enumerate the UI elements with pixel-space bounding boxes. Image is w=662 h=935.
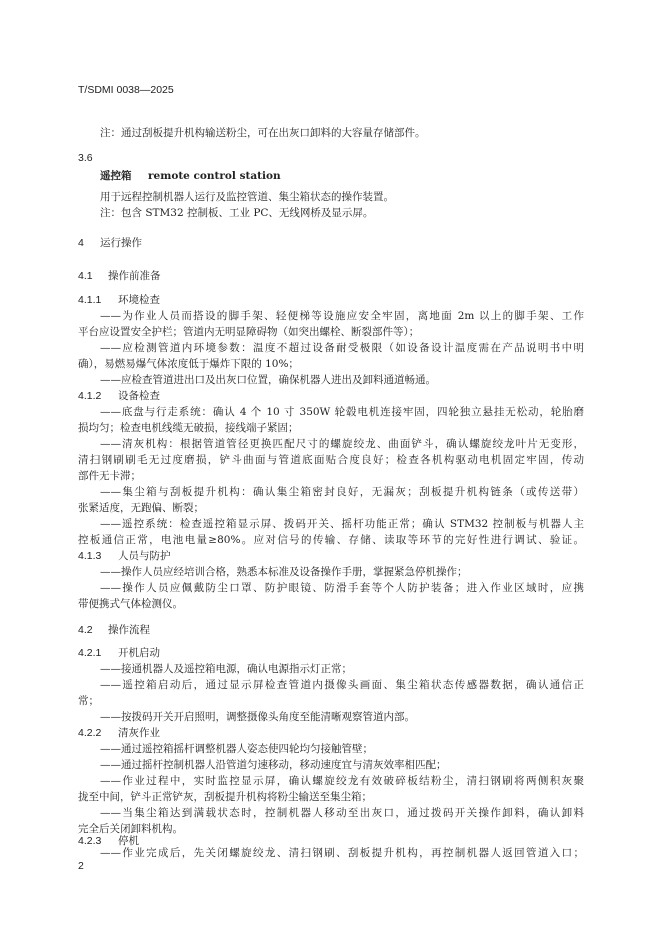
body-line: 确），易燃易爆气体浓度低于爆炸下限的 10%； [78,358,299,370]
section-number: 4 [78,237,84,249]
clause-title: 环境检查 [118,294,160,306]
subsection-number: 4.2 [78,624,93,636]
body-line: 常； [78,695,99,707]
body-line: 平台应设置安全护栏；管道内无明显障碍物（如突出螺栓、断裂部件等）； [78,326,420,338]
clause-number: 4.1.1 [78,294,102,306]
clause-number: 4.1.2 [78,390,102,402]
body-line: ——作业过程中，实时监控显示屏，确认螺旋绞龙有效破碎板结粉尘，清扫钢刷将两侧积灰聚 [100,775,584,787]
body-line: 完全后关闭卸料机构。 [78,823,183,835]
body-line: 带便携式气体检测仪。 [78,598,183,610]
clause-number: 4.2.1 [78,647,102,659]
body-line: ——应检测管道内环境参数：温度不超过设备耐受极限（如设备设计温度需在产品说明书中明 [100,342,584,354]
body-line: 张紧适度，无跑偏、断裂； [78,502,204,514]
body-line: ——底盘与行走系统：确认 4 个 10 寸 350W 轮毂电机连接牢固，四轮独立悬挂无松动，轮胎磨 [100,406,584,418]
body-line: ——按拨码开关开启照明，调整摄像头角度至能清晰观察管道内部。 [100,711,415,723]
page-number: 2 [78,860,84,872]
clause-title: 清灰作业 [118,727,160,739]
body-line: 拢至中间，铲斗正常铲灰，刮板提升机构将粉尘输送至集尘箱； [78,791,372,803]
body-line: 损均匀；检查电机线缆无破损，接线端子紧固； [78,422,299,434]
body-line: 控板通信正常，电池电量≥80%。应对信号的传输、存储、读取等环节的完好性进行调试、验证。 [78,534,584,546]
clause-title: 开机启动 [118,647,160,659]
subsection-title: 操作流程 [108,624,150,636]
clause-number: 3.6 [78,152,93,164]
body-line: ——通过摇杆控制机器人沿管道匀速移动，移动速度宜与清灰效率相匹配； [100,759,447,771]
body-line: ——为作业人员而搭设的脚手架、轻便梯等设施应安全牢固，离地面 2m 以上的脚手架、工作 [100,310,584,322]
body-line: ——遥控系统：检查遥控箱显示屏、拨码开关、摇杆功能正常；确认 STM32 控制板与机器人主 [100,518,584,530]
body-line: ——遥控箱启动后，通过显示屏检查管道内摄像头画面、集尘箱状态传感器数据，确认通信正 [100,679,584,691]
clause-number: 4.1.3 [78,550,102,562]
term-zh: 遥控箱 [100,170,132,182]
body-line: 清扫钢刷刷毛无过度磨损，铲斗曲面与管道底面贴合度良好；检查各机构驱动电机固定牢固，传动 [78,454,584,466]
clause-title: 停机 [118,835,139,847]
definition-text: 用于远程控制机器人运行及监控管道、集尘箱状态的操作装置。 [100,191,394,203]
term-en: remote control station [148,170,281,182]
clause-title: 人员与防护 [118,550,171,562]
body-line: ——应检查管道进出口及出灰口位置，确保机器人进出及卸料通道畅通。 [100,374,436,386]
body-line: ——当集尘箱达到满载状态时，控制机器人移动至出灰口，通过拨码开关操作卸料，确认卸料 [100,807,584,819]
clause-title: 设备检查 [118,390,160,402]
clause-number: 4.2.3 [78,835,102,847]
body-line: 部件无卡滞； [78,470,141,482]
body-line: ——操作人员应经培训合格，熟悉本标准及设备操作手册，掌握紧急停机操作； [100,566,468,578]
body-line: ——清灰机构：根据管道管径更换匹配尺寸的螺旋绞龙、曲面铲斗，确认螺旋绞龙叶片无变形， [100,438,584,450]
body-line: ——通过遥控箱摇杆调整机器人姿态使四轮均匀接触管壁； [100,743,373,755]
document-id: T/SDMI 0038—2025 [78,84,174,96]
subsection-title: 操作前准备 [108,270,161,282]
body-line: ——集尘箱与刮板提升机构：确认集尘箱密封良好，无漏灰；刮板提升机构链条（或传送带） [100,486,584,498]
body-line: ——接通机器人及遥控箱电源，确认电源指示灯正常； [100,663,352,675]
body-line: ——操作人员应佩戴防尘口罩、防护眼镜、防滑手套等个人防护装备；进入作业区域时，应携 [100,582,584,594]
subsection-number: 4.1 [78,270,93,282]
section-title: 运行操作 [100,237,142,249]
note-text: 注：通过刮板提升机构输送粉尘，可在出灰口卸料的大容量存储部件。 [100,127,426,139]
clause-number: 4.2.2 [78,727,102,739]
body-line: ——作业完成后，先关闭螺旋绞龙、清扫钢刷、刮板提升机构，再控制机器人返回管道入口； [100,847,584,859]
note-text: 注：包含 STM32 控制板、工业 PC、无线网桥及显示屏。 [100,207,374,219]
